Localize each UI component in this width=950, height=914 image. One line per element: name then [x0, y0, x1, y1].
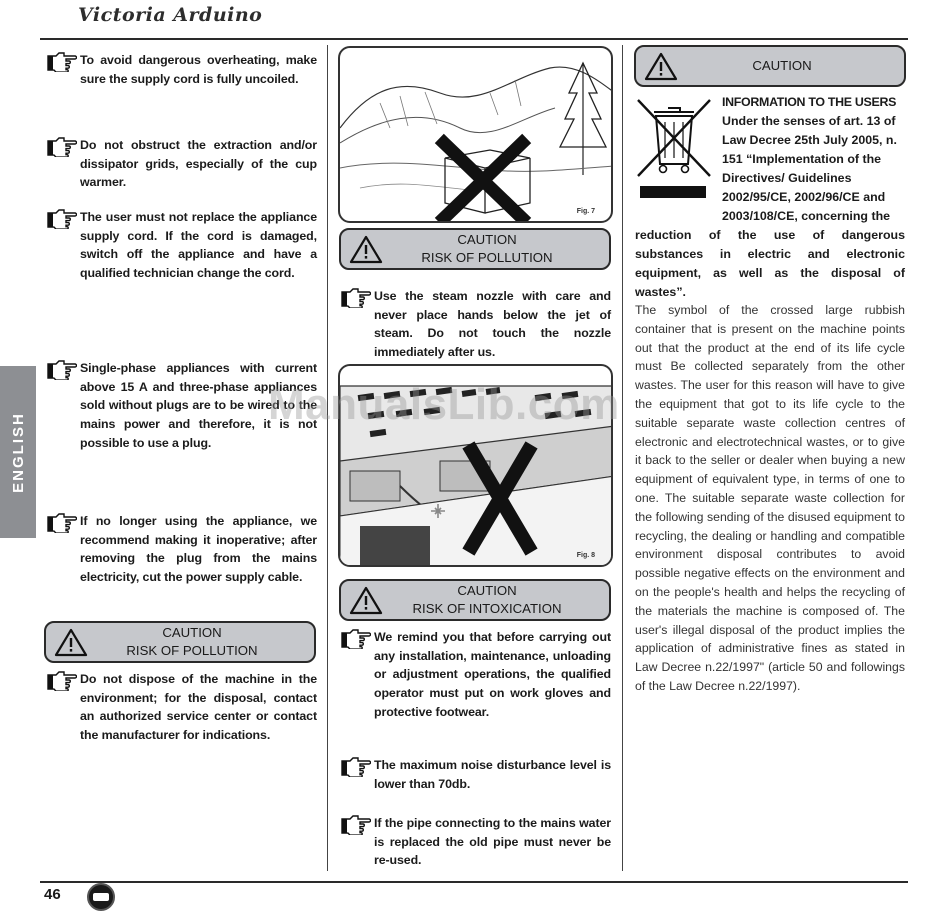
- note-water-pipe: [341, 814, 611, 870]
- landscape-drawing: [340, 48, 613, 223]
- warning-triangle-icon: [349, 234, 383, 264]
- note-text: The maximum noise disturbance level is lower than 70db.: [374, 758, 611, 791]
- caution-label: CAUTION RISK OF INTOXICATION: [412, 583, 562, 616]
- note-text: We remind you that before carrying out any installation, maintenance, unloading or adjustment operations, the qualified operator must put on work gloves and protective footwear.: [374, 630, 611, 719]
- info-line: Directives/ Guidelines: [722, 171, 852, 185]
- note-text: The user must not replace the appliance supply cord. If the cord is damaged, switch off the appliance and have a qualified technician change the cord.: [80, 210, 317, 281]
- note-inoperative: [47, 512, 317, 587]
- info-line: Law Decree 25th July 2005, n.: [722, 133, 897, 147]
- caution-banner: [634, 45, 906, 87]
- brand-logo: Victoria Arduino: [78, 4, 263, 26]
- brand-badge-icon: [87, 883, 115, 911]
- caution-label: CAUTION: [752, 58, 812, 73]
- figure-label: Fig. 8: [576, 552, 595, 559]
- warning-triangle-icon: [54, 627, 88, 657]
- note-supply-cord: [47, 208, 317, 283]
- pointing-hand-icon: [47, 512, 80, 587]
- note-text: Single-phase appliances with current above 15 A and three-phase appliances sold without plugs are to be wired to the mains power and therefore, it is not possible to use a plug.: [80, 361, 317, 450]
- language-tab-label: ENGLISH: [9, 411, 27, 493]
- header-rule: [40, 38, 908, 40]
- note-text: Use the steam nozzle with care and never place hands below the jet of steam. Do not touch the nozzle immediately after us.: [374, 289, 611, 360]
- watermark: ManualsLib.com: [268, 380, 620, 429]
- caution-banner-intoxication: [339, 579, 611, 621]
- note-text: Do not dispose of the machine in the environment; for the disposal, contact an authorized service center or contact the manufacturer for indications.: [80, 672, 317, 743]
- pointing-hand-icon: [341, 628, 374, 722]
- pointing-hand-icon: [47, 359, 80, 453]
- note-grids: [47, 136, 317, 192]
- info-tail: reduction of the use of dangerous substances in electric and electronic equipment, as well as the disposal of wastes”.: [635, 228, 905, 299]
- caution-label: CAUTION RISK OF POLLUTION: [126, 625, 258, 658]
- page-number: 46: [44, 886, 61, 903]
- note-noise: [341, 756, 611, 793]
- pointing-hand-icon: [47, 136, 80, 192]
- column-divider: [622, 45, 623, 871]
- pointing-hand-icon: [341, 814, 374, 870]
- note-text: To avoid dangerous overheating, make sure the supply cord is fully uncoiled.: [80, 53, 317, 86]
- caution-label: CAUTION RISK OF POLLUTION: [421, 232, 553, 265]
- info-line: 2003/108/CE, concerning the: [722, 209, 891, 223]
- figure-label: Fig. 7: [576, 208, 595, 215]
- caution-banner-pollution: [44, 621, 316, 663]
- crossed-bin-icon: [632, 94, 716, 206]
- note-text: If the pipe connecting to the mains water is replaced the old pipe must never be re-used.: [374, 816, 611, 868]
- warning-triangle-icon: [644, 51, 678, 81]
- info-line: 2002/95/CE, 2002/96/CE and: [722, 190, 886, 204]
- note-overheating: [47, 51, 317, 88]
- info-line: 151 “Implementation of the: [722, 152, 882, 166]
- figure-7-illustration: [338, 46, 613, 223]
- info-heading: INFORMATION TO THE USERS: [722, 95, 897, 109]
- caution-banner-pollution: [339, 228, 611, 270]
- note-text: Do not obstruct the extraction and/or dissipator grids, especially of the cup warmer.: [80, 138, 317, 190]
- note-disposal: [47, 670, 317, 745]
- pointing-hand-icon: [341, 756, 374, 793]
- note-text: If no longer using the appliance, we recommend making it inoperative; after removing the plug from the mains electricity, cut the power supply cable.: [80, 514, 317, 585]
- info-block: [722, 93, 906, 226]
- pointing-hand-icon: [47, 208, 80, 283]
- info-line: Under the senses of art. 13 of: [722, 114, 896, 128]
- pointing-hand-icon: [47, 51, 80, 88]
- note-steam-nozzle: [341, 287, 611, 362]
- column-divider: [327, 45, 328, 871]
- warning-triangle-icon: [349, 585, 383, 615]
- footer-rule: [40, 881, 908, 883]
- note-protective-gear: [341, 628, 611, 722]
- language-tab: [0, 366, 36, 538]
- pointing-hand-icon: [47, 670, 80, 745]
- pointing-hand-icon: [341, 287, 374, 362]
- disposal-body-text: The symbol of the crossed large rubbish container that is present on the machine points out that the product at the end of its life cycle must Be collected separately from the other wastes. The user for this reason will have to give the equipment that got to its life cycle to the suitable separate waste collection centres of electronic and electrotechnical wastes, or to give it back to the seller or dealer when buying a new equipment of equivalent type, in terms of one to one. The suitable separate waste collection for the following sending of the disused equipment to recycling, the dealing or handling and compatible environment disposal contributes to avoid possible negative effects on the environment and on the people's health and helps the recycling of the materials the machine is composed of. The user's illegal disposal of the product implies the application of administrative fines as stated in Law Decree n.22/1997" (article 50 and followings of the Law Decree n.22/1997).: [635, 303, 905, 693]
